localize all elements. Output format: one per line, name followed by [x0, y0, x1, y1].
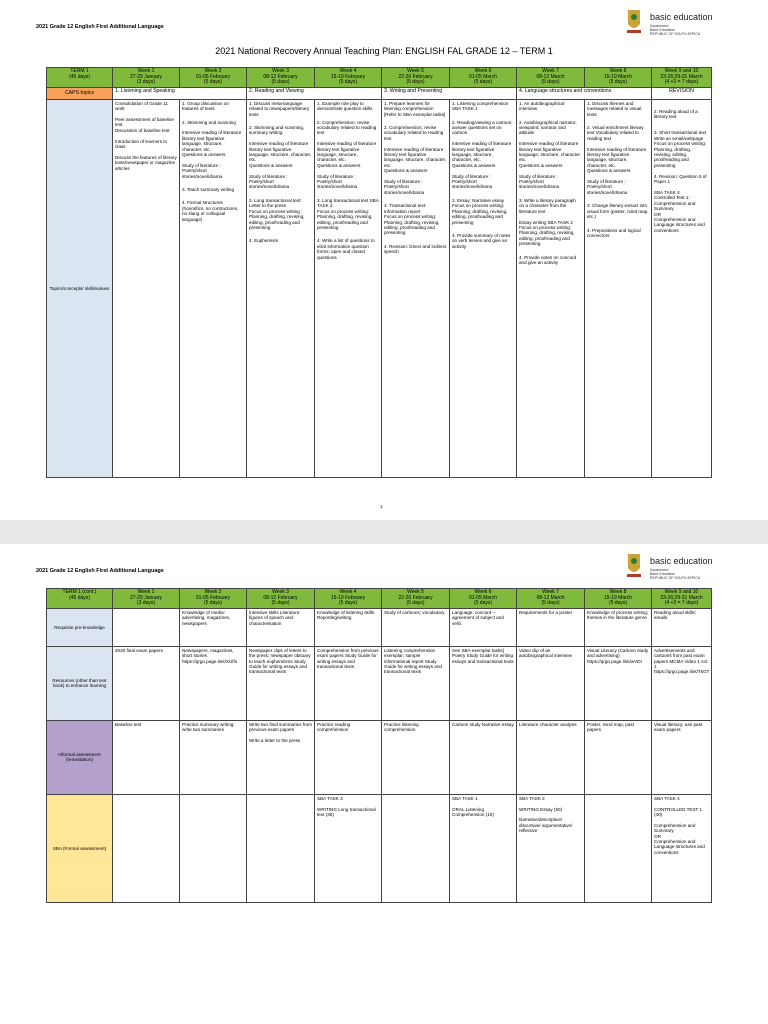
table-cell: Practice listening comprehension	[382, 720, 450, 794]
table-cell: Practice reading comprehension	[315, 720, 382, 794]
table-cell	[585, 794, 652, 902]
topic-cell: 1. Discuss meta-language related to newspapers/literary texts 2. Skimming and scanning, summary writing Intensive reading of literature literary text figurative language, structure, character, etc. Questions & answers Study of literature : Poetry/short stories/novel/drama 3. Long transactional text: Letter to the press Focus on process writing : Planning, drafting, revising, editing, proofreading and presenting 4. Euphemism	[247, 99, 315, 477]
table-cell: Poster, mind map, past papers	[585, 720, 652, 794]
pre-knowledge-row	[47, 608, 712, 646]
dbe-logo	[620, 6, 740, 40]
table-cell: Knowledge of media: advertising, magazines, newspapers	[180, 608, 247, 646]
sba-row	[47, 794, 712, 902]
week-header: Week 7 08-12 March (5 days)	[517, 589, 585, 609]
logo-subtitle: Department: Basic Education REPUBLIC OF SOUTH AFRICA	[650, 568, 701, 580]
table-cell: SBA TASK 2 WRITING Essay (50) Narrative/descriptive/ discursive/ argumentative/ reflective	[517, 794, 585, 902]
week-header: Week 2 01-05 February (5 days)	[180, 68, 247, 88]
topic-cell: 1. Listening comprehension SBA TASK 1 2. Reading/viewing a cartoon; answer questions set on cartoon Intensive reading of literature literary text figurative language, structure, character, etc. Questions & answers Study of literature : Poetry/short stories/novel/drama 3. Essay: Narrative essay Focus on process writing: Planning, drafting, revising, editing, proofreading and presenting 4. Provide summary of notes on verb tenses and give an activity	[450, 99, 517, 477]
table-cell: Knowledge of process writing; themes in the literature genre	[585, 608, 652, 646]
caps-topic: 2. Reading and Viewing	[247, 87, 382, 99]
logo-title: basic education	[650, 12, 713, 22]
table-cell: Write two final summaries from previous exam papers Write a letter to the press	[247, 720, 315, 794]
week-header: Week 5 22-26 February (5 days)	[382, 68, 450, 88]
table-cell	[180, 794, 247, 902]
table-cell	[113, 794, 180, 902]
caps-topics-row	[47, 87, 712, 99]
topic-cell: 1. An autobiographical interview 2. Autobiographical narrator; viewpoint; narrator and attitude Intensive reading of literature literary text figurative language, structure, character etc. Questions & answers Study of literature : Poetry/short stories/novel/drama 3. Write a literary paragraph on a character from the literature text Essay writing SBA TASK 2 Focus on process writing: Planning, drafting, revising, editing, proofreading and presenting 4. Provide notes on concord and give an activity	[517, 99, 585, 477]
page-number: 1	[380, 504, 383, 509]
week-header: Week 4 15-19 February (5 days)	[315, 68, 382, 88]
week-header: Week 9 and 10 23-26;29-31 March (4 +3 = 7 days)	[652, 68, 712, 88]
table-cell	[113, 608, 180, 646]
table-cell: Listening comprehension exemplar; sample informational report Study Guide for writing essays and transactional texts	[382, 646, 450, 720]
resources-row	[47, 646, 712, 720]
topics-row	[47, 99, 712, 477]
week-header: TERM 1 (cont.) (45 days)	[47, 589, 113, 609]
row-label: Requisite pre-knowledge	[47, 608, 113, 646]
week-header: Week 6 01-05 March (5 days)	[450, 589, 517, 609]
table-cell: Video clip of an autobiographical interview	[517, 646, 585, 720]
row-label: Resources (other than text book) to enhance learning	[47, 646, 113, 720]
table-cell: Requirements for a poster	[517, 608, 585, 646]
week-header: Week 1 27-29 January (3 days)	[113, 68, 180, 88]
dbe-logo	[620, 550, 740, 584]
document-label: 2021 Grade 12 English First Additional Language	[36, 24, 164, 30]
week-header: Week 9 and 10 23-26;29-31 March (4 +3 = 7 days)	[652, 589, 712, 609]
week-header: Week 1 27-29 January (3 days)	[113, 589, 180, 609]
topics-label: Topics/concepts/ skills/values	[47, 99, 113, 477]
caps-topics-label: CAPS topics	[47, 87, 113, 99]
caps-topic: 4. Language structures and conventions	[517, 87, 652, 99]
topic-cell: 1. Example role play to demonstrate question skills 2. Comprehension; revise vocabulary related to reading text Intensive reading of literature literary text figurative language, structure, character, etc. Questions & answers Study of literature : Poetry/short stories/novel/drama 3. Long transactional text SBA TASK 3 Focus on process writing: Planning, drafting, revising, editing, proofreading and presenting 4. Write a list of questions to elicit information question forms: open and closed questions	[315, 99, 382, 477]
document-label: 2021 Grade 12 English First Additional Language	[36, 568, 164, 574]
table-cell: Literature character analysis	[517, 720, 585, 794]
row-label: Informal assessment (remediation)	[47, 720, 113, 794]
topic-cell: 1. Group discussion on features of texts 2. Skimming and scanning Intensive reading of literature literary text figurative language, structure, character, etc. Questions & answers Study of literature : Poetry/short stories/novel/drama 3. Teach summary writing 4. Formal structures (honorifics, no contractions, no slang or colloquial language)	[180, 99, 247, 477]
caps-topic: 3. Writing and Presenting	[382, 87, 517, 99]
table-cell	[247, 794, 315, 902]
table-cell: Advertisements and cartoons from past exam papers MCMA Video 1 Act 1 https://qrgo.page.link/TkGT	[652, 646, 712, 720]
week-header-row	[47, 68, 712, 88]
topic-cell: 2. Reading aloud of a literary text 3. Short transactional text Write an email/webpage Focus on process writing: Planning, drafting, revising, editing, proofreading and presenting 4. Revision: Question 5 of Paper 1 SBA TASK 4 Controlled Test 1: Comprehension and Summary OR Comprehension and Language structures and conventions	[652, 99, 712, 477]
table-cell: SBA TASK 3 WRITING Long transactional text (30)	[315, 794, 382, 902]
table-cell: Cartoon study Narrative essay	[450, 720, 517, 794]
page-separator	[0, 520, 768, 544]
week-header: Week 4 15-19 February (5 days)	[315, 589, 382, 609]
week-header: Week 3 08-12 February (5 days)	[247, 589, 315, 609]
topic-cell: Consolidation of Grade 11 work Peer assessment of baseline test Discussion of baseline test Introduction of learners to class Discuss the features of literary texts/newspaper or magazine articles	[113, 99, 180, 477]
topic-cell: 1. Discuss themes and messages related to visual texts 2. Visual enrichment literary text Vocabulary related to reading text Intensive reading of literature literary text figurative language, structure, character, etc. Questions & answers Study of literature : Poetry/short stories/novel/drama 3. Change literary extract into visual form (poster, mind map, etc.) 4. Prepositions and logical connectors	[585, 99, 652, 477]
week-header: Week 8 15-19 March (5 days)	[585, 589, 652, 609]
page-title: 2021 National Recovery Annual Teaching Plan: ENGLISH FAL GRADE 12 – TERM 1	[215, 46, 553, 56]
table-cell: See SBA exemplar tasks] Poetry Study Guide for writing essays and transactional texts	[450, 646, 517, 720]
logo-title: basic education	[650, 556, 713, 566]
table-cell: Study of cartoons; vocabulary	[382, 608, 450, 646]
table-cell: Language: concord – agreement of subject and verb.	[450, 608, 517, 646]
table-cell: Visual Literacy (Cartoon study and advertising) https://qrgo.page.link/wVDr	[585, 646, 652, 720]
teaching-plan-table-term1	[46, 67, 712, 478]
coat-of-arms-icon	[624, 6, 644, 36]
week-header: Week 3 08-12 February (5 days)	[247, 68, 315, 88]
caps-topic: REVISION	[652, 87, 712, 99]
table-cell: Comprehension from previous exam papers Study Guide for writing essays and transactional texts	[315, 646, 382, 720]
table-cell: SBA TASK 4 CONTROLLED TEST 1 (40) Comprehension and Summary OR Comprehension and Language structures and conventions	[652, 794, 712, 902]
week-header: TERM 1 (45 days)	[47, 68, 113, 88]
caps-topic: 1. Listening and Speaking	[113, 87, 247, 99]
week-header: Week 5 22-26 February (5 days)	[382, 589, 450, 609]
table-cell: Newspaper clips of letters to the press; newspaper obituary to teach euphemisms Study Guide for writing essays and transactional texts	[247, 646, 315, 720]
week-header: Week 6 01-05 March (5 days)	[450, 68, 517, 88]
coat-of-arms-icon	[624, 550, 644, 580]
table-cell: Newspapers, magazines, short stories https://qrgo.page.link/XUfhi	[180, 646, 247, 720]
topic-cell: 1. Prepare learners for listening comprehension [Refer to SBA exemplar tasks] 2. Comprehension; revise vocabulary related to reading text Intensive reading of literature literary text figurative language, structure, character, etc. Questions & answers Study of literature : Poetry/short stories/novel/drama 3. Transactional text: Information report Focus on process writing: Planning, drafting, revising, editing, proofreading and presenting 4. Revision: Direct and indirect speech	[382, 99, 450, 477]
table-cell: SBA TASK 1 ORAL Listening Comprehension (10)	[450, 794, 517, 902]
week-header-row	[47, 589, 712, 609]
table-cell: Intensive skills Literature: figures of speech and characterisation	[247, 608, 315, 646]
table-cell: Knowledge of listening skills Reporting/writing	[315, 608, 382, 646]
week-header: Week 2 01-05 February (5 days)	[180, 589, 247, 609]
row-label: SBA (Formal assessment)	[47, 794, 113, 902]
logo-subtitle: Department: Basic Education REPUBLIC OF SOUTH AFRICA	[650, 24, 701, 36]
table-cell: Practice summary writing; write two summaries	[180, 720, 247, 794]
table-cell	[382, 794, 450, 902]
table-cell: Reading aloud skills; emails	[652, 608, 712, 646]
table-cell: 2020 final exam papers	[113, 646, 180, 720]
informal-assessment-row	[47, 720, 712, 794]
table-cell: Visual literacy; use past exam papers	[652, 720, 712, 794]
week-header: Week 8 15-19 March (5 days)	[585, 68, 652, 88]
week-header: Week 7 08-12 March (5 days)	[517, 68, 585, 88]
teaching-plan-table-term1-cont	[46, 588, 712, 903]
table-cell: Baseline test	[113, 720, 180, 794]
